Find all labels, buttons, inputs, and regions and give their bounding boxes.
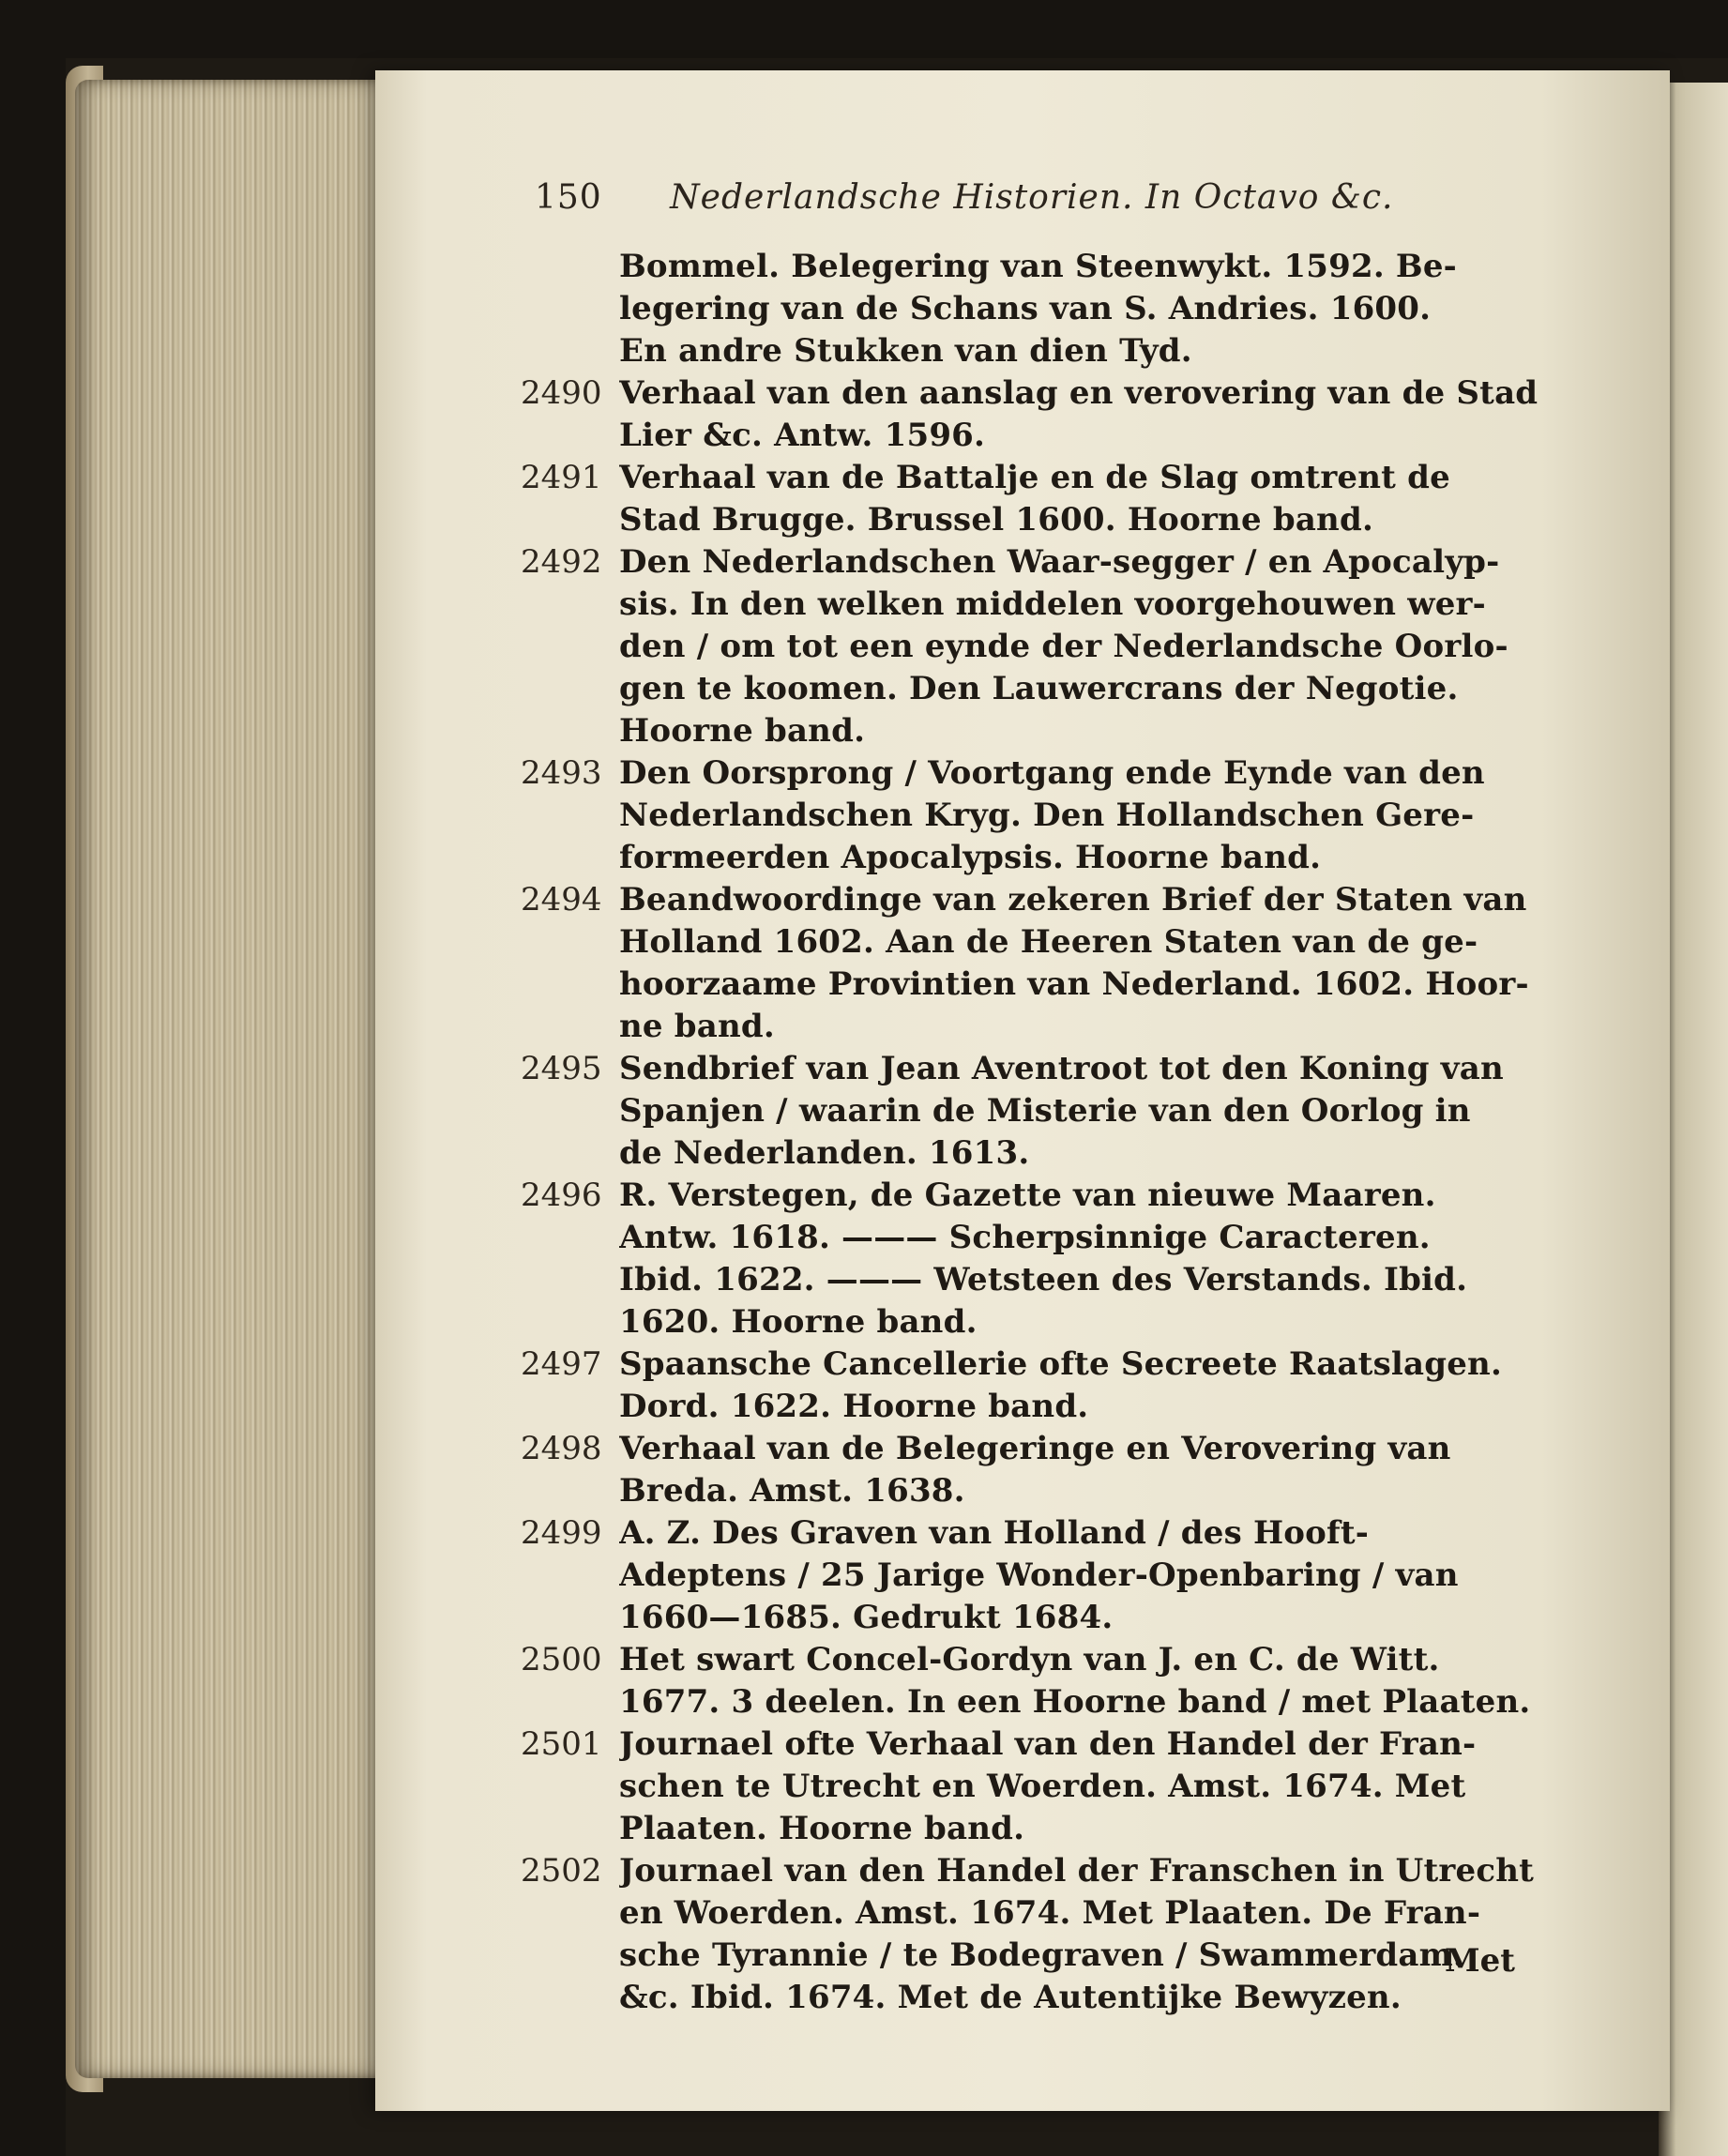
entry-text bbox=[619, 1639, 1530, 1723]
entry-text bbox=[619, 1428, 1515, 1512]
entry-line: Verhaal van den aanslag en verovering van de Stad bbox=[619, 374, 1539, 412]
catalogue-entry bbox=[521, 1428, 1515, 1512]
catalogue-entry bbox=[521, 457, 1515, 541]
entry-number: 2497 bbox=[521, 1345, 602, 1383]
entry-line: Holland 1602. Aan de Heeren Staten van de ge- bbox=[619, 923, 1478, 961]
entry-line: Bommel. Belegering van Steenwykt. 1592. Be- bbox=[619, 248, 1457, 285]
entry-line: formeerden Apocalypsis. Hoorne band. bbox=[619, 839, 1322, 876]
catalogue-entry bbox=[521, 879, 1529, 1048]
entry-line: Spaansche Cancellerie ofte Secreete Raatslagen. bbox=[619, 1345, 1503, 1383]
entry-line: de Nederlanden. 1613. bbox=[619, 1134, 1030, 1172]
entry-line: Verhaal van de Belegeringe en Verovering van bbox=[619, 1430, 1451, 1467]
entry-line: Spanjen / waarin de Misterie van den Oorlog in bbox=[619, 1092, 1471, 1130]
catalogue-entry bbox=[521, 1639, 1531, 1723]
entry-line: sche Tyrannie / te Bodegraven / Swammerdam. bbox=[619, 1936, 1464, 1974]
entry-line: Hoorne band. bbox=[619, 712, 866, 750]
entry-line: 1620. Hoorne band. bbox=[619, 1303, 978, 1341]
entry-text bbox=[619, 541, 1515, 752]
entry-text bbox=[619, 1175, 1515, 1344]
entry-text bbox=[619, 1850, 1534, 2019]
entry-line: gen te koomen. Den Lauwercrans der Negotie. bbox=[619, 670, 1459, 707]
entry-text bbox=[619, 457, 1515, 541]
catalogue-entry bbox=[521, 1048, 1515, 1175]
entry-line: Journael ofte Verhaal van den Handel der Fran- bbox=[619, 1725, 1477, 1763]
entry-line: ne band. bbox=[619, 1008, 775, 1045]
catalogue-entry bbox=[521, 1344, 1515, 1428]
entry-line: Plaaten. Hoorne band. bbox=[619, 1810, 1025, 1847]
entry-line: Den Nederlandschen Waar-segger / en Apocalyp- bbox=[619, 543, 1500, 581]
entry-number: 2499 bbox=[521, 1514, 602, 1552]
entry-line: Verhaal van de Battalje en de Slag omtrent de bbox=[619, 459, 1450, 496]
catchword: Met bbox=[1445, 1942, 1515, 1980]
catalogue-entry bbox=[521, 752, 1515, 879]
entry-text bbox=[619, 372, 1538, 457]
entry-number: 2490 bbox=[521, 374, 602, 412]
entry-text bbox=[619, 1512, 1515, 1639]
entry-line: En andre Stukken van dien Tyd. bbox=[619, 332, 1192, 370]
entry-line: Breda. Amst. 1638. bbox=[619, 1472, 965, 1510]
catalogue-entry bbox=[521, 1850, 1535, 2019]
page-edges bbox=[75, 80, 385, 2078]
entry-line: &c. Ibid. 1674. Met de Autentijke Bewyzen. bbox=[619, 1979, 1402, 2016]
entry-line: Antw. 1618. ——— Scherpsinnige Caracteren. bbox=[619, 1219, 1431, 1256]
entry-line: hoorzaame Provintien van Nederland. 1602. Hoor- bbox=[619, 965, 1529, 1003]
entry-line: Het swart Concel-Gordyn van J. en C. de Witt. bbox=[619, 1641, 1440, 1678]
entry-line: Den Oorsprong / Voortgang ende Eynde van den bbox=[619, 754, 1485, 792]
entry-line: 1677. 3 deelen. In een Hoorne band / met Plaaten. bbox=[619, 1683, 1531, 1721]
entry-text bbox=[619, 246, 1515, 372]
running-title: Nederlandsche Historien. In Octavo &c. bbox=[670, 178, 1394, 217]
entry-number: 2501 bbox=[521, 1725, 602, 1763]
entry-number: 2496 bbox=[521, 1177, 602, 1214]
entry-text bbox=[619, 1344, 1515, 1428]
entry-line: 1660—1685. Gedrukt 1684. bbox=[619, 1599, 1114, 1636]
entry-number: 2498 bbox=[521, 1430, 602, 1467]
entry-line: R. Verstegen, de Gazette van nieuwe Maaren. bbox=[619, 1177, 1436, 1214]
entry-line: en Woerden. Amst. 1674. Met Plaaten. De Fran- bbox=[619, 1894, 1481, 1932]
entry-number: 2491 bbox=[521, 459, 602, 496]
entry-line: Lier &c. Antw. 1596. bbox=[619, 417, 986, 454]
entry-number: 2492 bbox=[521, 543, 602, 581]
entry-line: schen te Utrecht en Woerden. Amst. 1674. Met bbox=[619, 1768, 1466, 1805]
entry-text bbox=[619, 879, 1529, 1048]
entry-number: 2502 bbox=[521, 1852, 602, 1890]
entry-line: den / om tot een eynde der Nederlandsche Oorlo- bbox=[619, 628, 1508, 665]
entry-line: A. Z. Des Graven van Holland / des Hooft- bbox=[619, 1514, 1370, 1552]
entry-number: 2493 bbox=[521, 754, 602, 792]
entry-text bbox=[619, 1048, 1515, 1175]
running-header bbox=[535, 178, 1510, 235]
entry-number: 2500 bbox=[521, 1641, 602, 1678]
entry-number: 2494 bbox=[521, 881, 602, 919]
catalogue-entry bbox=[521, 541, 1515, 752]
entry-text bbox=[619, 752, 1515, 879]
entry-line: Adeptens / 25 Jarige Wonder-Openbaring / van bbox=[619, 1556, 1459, 1594]
catalogue-entry bbox=[521, 1512, 1515, 1639]
entry-line: Journael van den Handel der Franschen in Utrecht bbox=[619, 1852, 1535, 1890]
catalogue-entry bbox=[521, 1175, 1515, 1344]
entry-line: Dord. 1622. Hoorne band. bbox=[619, 1388, 1089, 1425]
entry-line: Nederlandschen Kryg. Den Hollandschen Gere- bbox=[619, 797, 1475, 834]
catalogue-entry bbox=[521, 372, 1539, 457]
catalogue-entries bbox=[521, 246, 1539, 2019]
catalogue-entry bbox=[521, 1723, 1515, 1850]
entry-text bbox=[619, 1723, 1515, 1850]
entry-number: 2495 bbox=[521, 1050, 602, 1087]
entry-line: Ibid. 1622. ——— Wetsteen des Verstands. Ibid. bbox=[619, 1261, 1468, 1298]
catalogue-entry bbox=[521, 246, 1515, 372]
page-number: 150 bbox=[535, 178, 602, 217]
entry-line: legering van de Schans van S. Andries. 1600. bbox=[619, 290, 1432, 327]
entry-line: Sendbrief van Jean Aventroot tot den Koning van bbox=[619, 1050, 1504, 1087]
entry-line: sis. In den welken middelen voorgehouwen wer- bbox=[619, 585, 1486, 623]
entry-line: Beandwoordinge van zekeren Brief der Staten van bbox=[619, 881, 1527, 919]
entry-line: Stad Brugge. Brussel 1600. Hoorne band. bbox=[619, 501, 1373, 539]
